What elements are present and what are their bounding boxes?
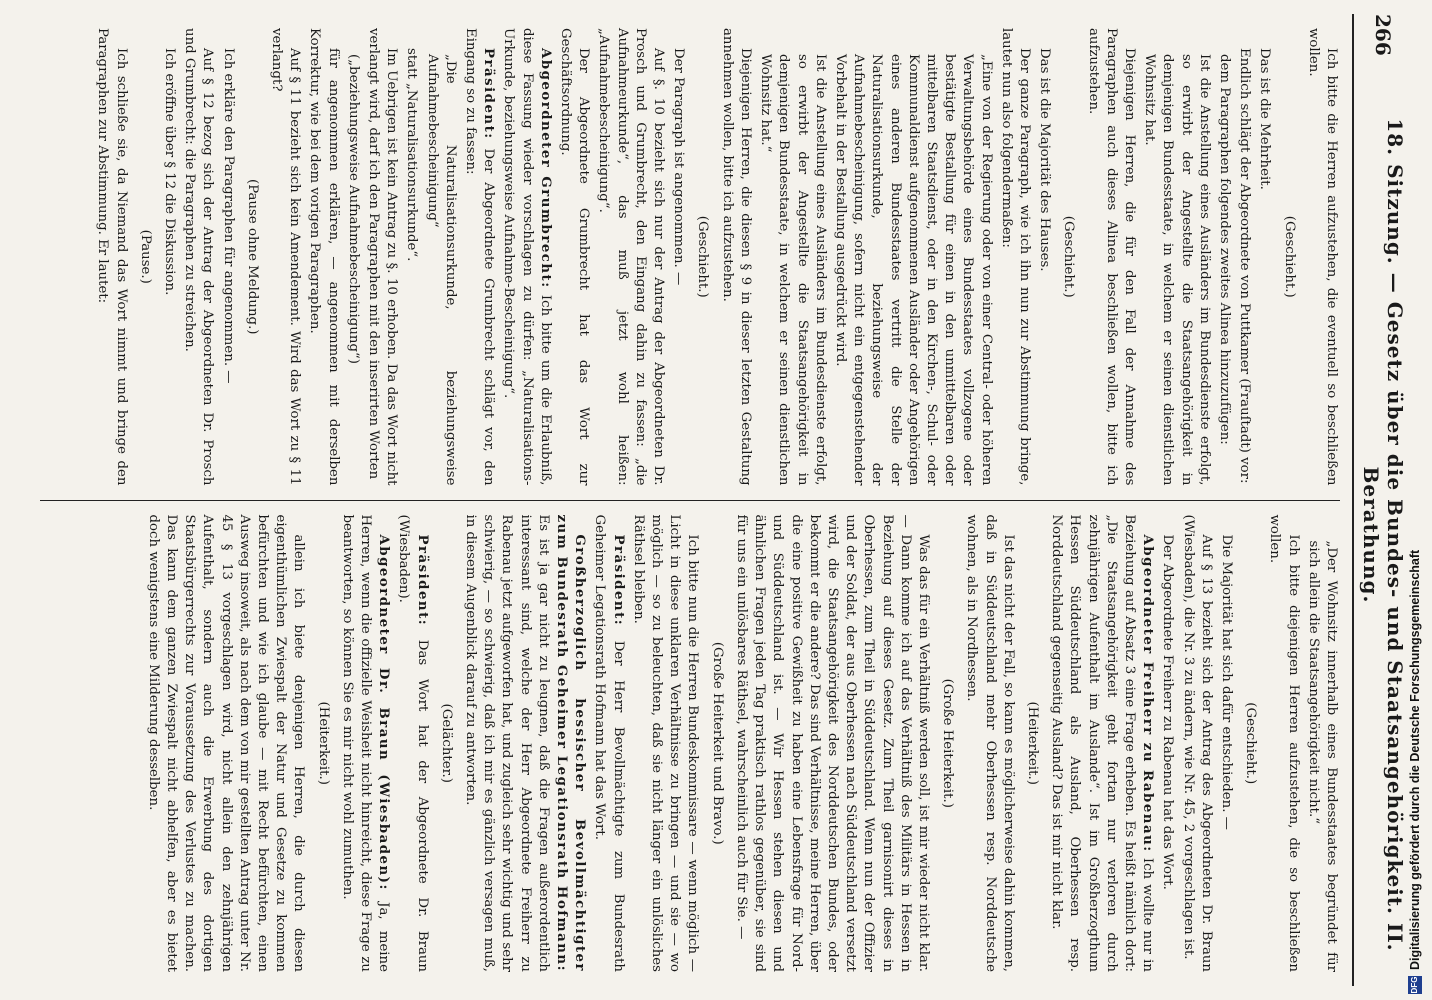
quoted-passage: Ist die Anstellung eines Ausländers im Bundesdienste erfolgt, so erwirbt der Angestellte die Staatsangehörigkeit in demjenigen Bundesstaate, in welchem er seinen dienstlichen Wohnsitz hat. xyxy=(1142,54,1212,486)
speaker-name: Abgeordneter Freiherr zu Rabenau: xyxy=(1140,534,1156,853)
speaker-name: Präsident: xyxy=(610,534,626,627)
text-columns xyxy=(40,14,1340,986)
speech-paragraph xyxy=(394,515,430,973)
speech-text: Ich wollte nur in Beziehung auf Absatz 3 eine Frage erheben. Es heißt nämlich dort: „Die Staatsangehörigkeit geht fortan nur verloren durch zehnjährigen Aufenthalt im Auslande“. Ist im Großherzogthum Hessen Süddeutschland als Ausland, Oberhessen resp. Norddeutschland gegenseitig Ausland? Das ist mir nicht klar. xyxy=(1049,514,1156,972)
speech-text: Es ist ja gar nicht zu leugnen, daß die Fragen außerordentlich interessant sind, welche der Herr Abgeordnete Freiherr zu Rabenau jetzt aufgeworfen hat, und zugleich sehr wichtig und sehr schwierig, — so schwierig, daß ich mir es gänzlich versagen muß, in diesem Augenblick darauf zu antworten. xyxy=(463,514,551,972)
quoted-passage: „Eine von der Regierung oder von einer Central- oder höheren Verwaltungsbehörde eines Bundesstaates vollzogene oder bestätigte Bestallung für einen in den unmittelbaren oder mittelbaren Staatsdienst, oder in den Kirchen-, Schul- oder Kommunaldienst aufgenommenen Ausländer oder Angehörigen eines anderen Bundesstaates vertritt die Stelle der Naturalisationsurkunde, beziehungsweise der Aufnahmebescheinigung, sofern nicht ein entgegenstehender Vorbehalt in der Bestallung ausgedrückt wird. xyxy=(832,54,994,486)
body-paragraph: Ich bitte die Herren aufzustehen, die eventuell so beschließen wollen. xyxy=(1305,28,1339,486)
stage-direction: (Pause ohne Meldung.) xyxy=(244,179,260,335)
body-paragraph: Im Uebrigen ist kein Antrag zu §. 10 erhoben. Da das Wort nicht verlangt wird, darf ich den Paragraphen mit den inserirten Worten xyxy=(366,28,400,486)
body-paragraph: Diejenigen Herren, die für den Fall der Annahme des Paragraphen auch dieses Alinea beschließen wollen, bitte ich aufzustehen. xyxy=(1085,28,1137,486)
speaker-name: Abgeordneter Grumbrecht: xyxy=(537,48,553,289)
quoted-passage: („beziehungsweise Aufnahmebescheinigung“) xyxy=(345,54,361,364)
body-paragraph: Ist das nicht der Fall, so kann es möglicherweise dahin kommen, daß in Süddeutschland mehr Oberhessen resp. Norddeutsche wohnen, als in Nordhessen. xyxy=(964,514,1016,972)
body-paragraph: statt „Naturalisationsurkunde“. xyxy=(404,48,420,262)
left-column xyxy=(40,14,1340,500)
body-paragraph: Das ist die Majorität des Hauses. xyxy=(1037,48,1053,272)
body-paragraph: Diejenigen Herren, die diesen § 9 in dieser letzten Gestaltung annehmen wollen, bitte ich aufzustehen. xyxy=(719,28,753,486)
quoted-passage: „Die Naturalisationsurkunde, beziehungsweise Aufnahmebescheinigung“ xyxy=(424,54,458,486)
body-paragraph: Was das für ein Verhältniß werden soll, ist mir wieder nicht klar. — Dann komme ich auf das Verhältniß des Militärs in Hessen in Beziehung auf dieses Gesetz. Zum Theil garnisonirt dieses in Oberhessen, zum Theil in Süddeutschland. Wenn nun der Offizier und der Soldat, der aus Oberhessen nach Süddeutschland versetzt wird, die Staatsangehörigkeit des Norddeutschen Bundes, oder bekommt er die andere? Das sind Verhältnisse, meine Herren, über die eine positive Gewißheit zu haben eine Lebensfrage für Nord- und Süddeutschland ist. — Wir Hessen stehen diesen und ähnlichen Fragen jeden Tag praktisch rathlos gegenüber, sie sind für uns ein unlösbares Räthsel, wahrscheinlich auch für Sie. — xyxy=(733,514,931,972)
body-paragraph: Auf § 11 bezieht sich kein Amendement. Wird das Wort zu § 11 verlangt? xyxy=(269,28,303,486)
body-paragraph: Ich eröffne über § 12 die Diskussion. xyxy=(162,48,178,296)
speech-paragraph xyxy=(590,515,626,973)
body-paragraph: Endlich schlägt der Abgeordnete von Puttkamer (Frauſtadt) vor: xyxy=(1237,48,1253,484)
stage-direction: (Große Heiterkeit.) xyxy=(940,678,956,808)
running-title: 18. Sitzung. — Gesetz über die Bundes- und Staatsangehörigkeit. II. Berathung. xyxy=(1359,118,1407,952)
body-paragraph: für angenommen erklären, — angenommen mit derselben Korrektur, wie bei dem vorigen Paragraphen. xyxy=(307,28,341,486)
stage-direction: (Heiterkeit.) xyxy=(315,701,331,785)
stage-direction: (Gelächter.) xyxy=(438,703,454,783)
body-paragraph: Der Abgeordnete Freiherr zu Rabenau hat das Wort. xyxy=(1160,534,1176,890)
stage-direction: (Große Heiterkeit und Bravo.) xyxy=(709,641,725,845)
speech-paragraph xyxy=(499,28,554,486)
speech-text: Ja, meine Herren, wenn die offizielle Weisheit nicht hinreicht, diese Frage zu beantworten, so können Sie es mir nicht wohl zumuthen. xyxy=(339,514,392,972)
body-paragraph: allein ich biete denjenigen Herren, die durch diesen eigenthümlichen Zwiespalt der Natur und Gesetze zu kommen befürchten und wie ich glaube — mit Recht befürchten, einen Ausweg insoweit, als nach dem von mir gestellten Antrag unter Nr. 45 § 13 vorgeschlagen wird, nicht allein den zehnjährigen Aufenthalt, sondern auch die Erwerbung des dortigen Staatsbürgerrechts zur Voraussetzung des Verlustes zu machen. Das kann dem ganzen Zwiespalt nicht abhelfen, aber es bietet doch wenigstens eine Milderung desselben. xyxy=(145,514,307,972)
body-paragraph: Auf § 13 bezieht sich der Antrag des Abgeordneten Dr. Braun (Wiesbaden), die Nr. 3 zu ändern, wie Nr. 45, 2 vorgeschlagen ist. xyxy=(1180,514,1214,972)
page-number: 266 xyxy=(1371,14,1395,56)
page-header xyxy=(1352,14,1412,986)
stage-direction: (Geschieht.) xyxy=(1061,215,1077,298)
right-column xyxy=(40,501,1340,987)
stage-direction: (Geschieht.) xyxy=(1243,702,1259,785)
speech-paragraph xyxy=(1047,515,1156,973)
body-paragraph: Ich bitte nun die Herren Bundeskommissare — wenn möglich — Licht in diese unklaren Verhältnisse zu bringen — und sie — wo möglich — so zu beleuchten, daß sie nicht länger ein unlösliches Räthsel bleiben. xyxy=(630,514,701,972)
body-paragraph: Die Majorität hat sich dafür entschieden. — xyxy=(1218,534,1234,830)
digitization-credit xyxy=(1404,94,1426,994)
stage-direction: (Geschieht.) xyxy=(1281,215,1297,298)
body-paragraph: Ich schließe sie, da Niemand das Wort nimmt und bringe den Paragraphen zur Abstimmung. Er lautet: xyxy=(95,28,129,486)
speaker-name: Abgeordneter Dr. Braun (Wiesbaden): xyxy=(376,534,392,891)
quoted-passage: dem Paragraphen folgendes zweites Alinea hinzuzufügen: xyxy=(1216,54,1232,445)
body-paragraph: Der Paragraph ist angenommen. — xyxy=(671,48,687,286)
quoted-passage: „Der Wohnsitz innerhalb eines Bundesstaates begründet für sich allein die Staatsangehörigkeit nicht.“ xyxy=(1305,540,1339,972)
quoted-passage: Ist die Anstellung eines Ausländers im Bundesdienste erfolgt, so erwirbt der Angestellte die Staatsangehörigkeit in demjenigen Bundesstaate, in welchem er seinen dienstlichen Wohnsitz hat.“ xyxy=(758,54,828,486)
speaker-name: Präsident: xyxy=(481,48,497,140)
body-paragraph: Das ist die Mehrheit. xyxy=(1257,48,1273,190)
speech-text: Der Abgeordnete Grumbrecht schlägt vor, den Eingang so zu fassen: xyxy=(463,28,497,486)
body-paragraph: Der Abgeordnete Grumbrecht hat das Wort zur Geschäftsordnung. xyxy=(558,28,592,486)
stage-direction: (Heiterkeit.) xyxy=(1024,701,1040,785)
speech-text: Das Wort hat der Abgeordnete Dr. Braun (Wiesbaden). xyxy=(396,514,430,972)
body-paragraph: Auf § 12 bezog sich der Antrag der Abgeordneten Dr. Prosch und Grumbrecht: die Paragraphen zu streichen. xyxy=(182,28,216,486)
speech-paragraph xyxy=(461,28,497,486)
speech-paragraph xyxy=(461,515,588,973)
speech-text: Ich bitte um die Erlaubniß, diese Fassung wieder vorschlagen zu dürfen: „Naturalisations-Urkunde, beziehungsweise Aufnahme-Bescheinigung“. xyxy=(501,28,553,486)
dfg-logo-icon: DFG xyxy=(1408,976,1422,994)
body-paragraph: Auf §. 10 bezieht sich nur der Antrag der Abgeordneten Dr. Prosch und Grumbrecht, den Eingang dahin zu fassen: „die Aufnahmeurkunde“, das muß jetzt wohl heißen: „Aufnahmebescheinigung“. xyxy=(596,28,667,486)
body-paragraph: Ich bitte diejenigen Herren aufzustehen, die so beschließen wollen. xyxy=(1267,514,1301,972)
speaker-name: Großherzoglich hessischer Bevollmächtigter zum Bundesrath Geheimer Legationsrath Hofmann: xyxy=(554,514,588,972)
speech-paragraph xyxy=(338,515,393,973)
stage-direction: (Pause.) xyxy=(137,229,153,284)
speech-text: Der Herr Bevollmächtigte zum Bundesrath Geheimer Legationsrath Hofmann hat das Wort. xyxy=(592,514,626,972)
body-paragraph: Der ganze Paragraph, wie ich ihn nun zur Abstimmung bringe, lautet nun also folgendermaßen: xyxy=(998,28,1032,486)
body-paragraph: Ich erkläre den Paragraphen für angenommen. — xyxy=(220,48,236,384)
speaker-name: Präsident: xyxy=(414,534,430,627)
stage-direction: (Geschieht.) xyxy=(695,215,711,298)
credit-text: Digitalisierung gefördert durch die Deutsche Forschungsgemeinschaft xyxy=(1408,549,1422,970)
